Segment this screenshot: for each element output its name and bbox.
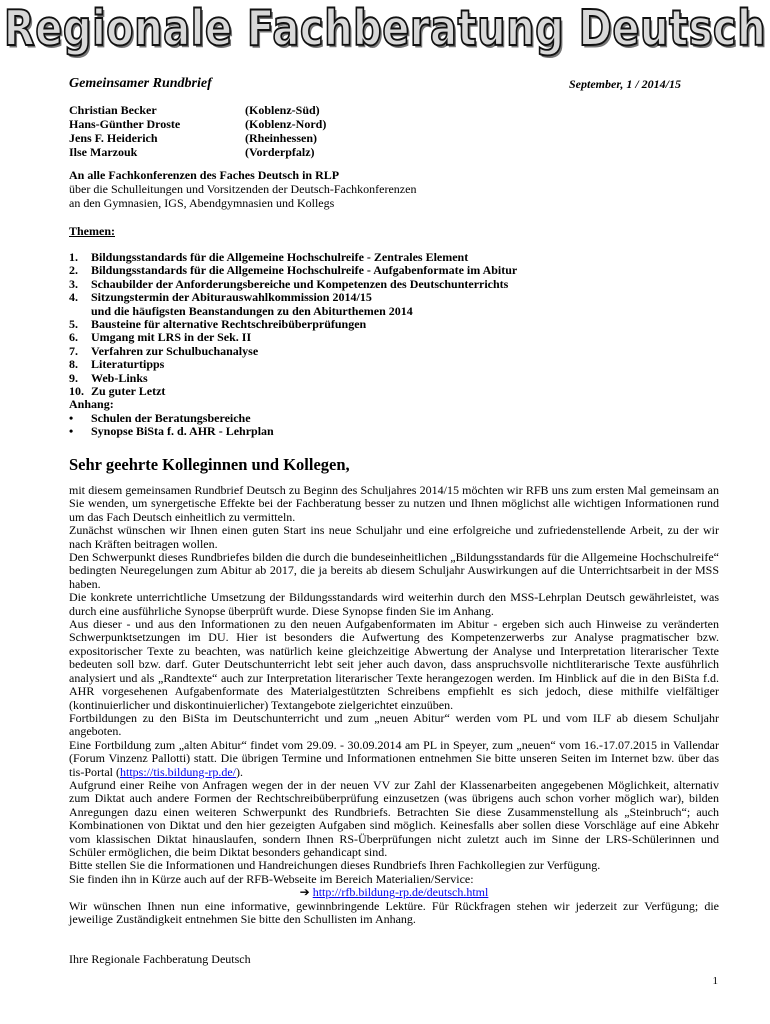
topic-text: Sitzungstermin der Abiturauswahlkommission 2014/15 <box>91 290 372 305</box>
topic-number: 5. <box>69 317 78 332</box>
advisor-name: Ilse Marzouk <box>69 145 138 159</box>
rundbrief-title: Gemeinsamer Rundbrief <box>69 76 212 91</box>
advisor-region: (Koblenz-Süd) <box>245 103 320 117</box>
header-line <box>69 77 681 91</box>
advisor-list <box>69 103 326 159</box>
body-paragraph: Wir wünschen Ihnen nun eine informative, gewinnbringende Lektüre. Für Rückfragen stehen wir jederzeit zur Verfügung; die jeweilige Zuständigkeit entnehmen Sie bitte den Schullisten im Anhang. <box>69 898 719 926</box>
body-paragraph: Die konkrete unterrichtliche Umsetzung der Bildungsstandards wird weiterhin durch den MSS-Lehrplan Deutsch gewährleistet, was durch eine ausführliche Synopse überprüft wurde. Diese Synopse finden Sie im Anhang. <box>69 590 719 618</box>
recipients-line: an den Gymnasien, IGS, Abendgymnasien und Kollegs <box>69 196 335 210</box>
advisor-row <box>69 131 326 145</box>
themen-heading: Themen: <box>69 224 115 238</box>
advisor-name: Jens F. Heiderich <box>69 131 158 145</box>
advisor-region: (Koblenz-Nord) <box>245 117 327 131</box>
topic-text: Schaubilder der Anforderungsbereiche und Kompetenzen des Deutschunterrichts <box>91 276 509 291</box>
topic-item <box>69 358 517 371</box>
topic-number: 6. <box>69 330 78 345</box>
recipients-block <box>69 168 416 210</box>
topic-text: Zu guter Letzt <box>91 384 166 399</box>
letter-date: September, 1 / 2014/15 <box>569 77 681 91</box>
topic-text: Bausteine für alternative Rechtschreibüberprüfungen <box>91 317 367 332</box>
advisor-name: Christian Becker <box>69 103 157 117</box>
topic-number: 4. <box>69 290 78 305</box>
advisor-row <box>69 117 326 131</box>
topic-list <box>69 251 517 439</box>
page-number: 1 <box>712 975 718 987</box>
advisor-row <box>69 145 326 159</box>
topic-item <box>69 264 517 277</box>
topic-item <box>69 318 517 331</box>
anhang-item-text: Synopse BiSta f. d. AHR - Lehrplan <box>91 424 274 439</box>
anhang-item <box>69 425 517 438</box>
salutation: Sehr geehrte Kolleginnen und Kollegen, <box>69 455 350 474</box>
body-paragraph: Zunächst wünschen wir Ihnen einen guten Start ins neue Schuljahr und eine erfolgreiche und zufriedenstellende Arbeit, zu der wir nach Kräften beitragen wollen. <box>69 523 719 551</box>
topic-text: Web-Links <box>91 370 148 385</box>
body-text: ). <box>236 764 243 779</box>
body-paragraph <box>69 739 719 779</box>
topic-item <box>69 372 517 385</box>
topic-text: Literaturtipps <box>91 357 165 372</box>
bullet-icon: • <box>69 424 74 439</box>
body-paragraph: mit diesem gemeinsamen Rundbrief Deutsch zu Beginn des Schuljahres 2014/15 möchten wir RFB uns zum ersten Mal gemeinsam an Sie wenden, um synergetische Effekte bei der Fachberatung besser zu nutzen und Ihnen möglichst alle wichtigen Informationen rund um das Fach Deutsch einheitlich zu vermitteln. <box>69 483 719 524</box>
recipients-line: An alle Fachkonferenzen des Faches Deutsch in RLP <box>69 168 340 182</box>
anhang-label: Anhang: <box>69 397 114 412</box>
topic-number: 3. <box>69 276 78 291</box>
topic-number: 2. <box>69 263 78 278</box>
topic-text: Bildungsstandards für die Allgemeine Hochschulreife - Zentrales Element <box>91 250 469 264</box>
advisor-region: (Rheinhessen) <box>245 131 318 145</box>
topic-item <box>69 385 517 398</box>
rfb-website-link[interactable]: http://rfb.bildung-rp.de/deutsch.html <box>312 885 489 900</box>
anhang-item-text: Schulen der Beratungsbereiche <box>91 410 251 425</box>
topic-number: 8. <box>69 357 78 372</box>
topic-item <box>69 251 517 264</box>
body-paragraph: Den Schwerpunkt dieses Rundbriefes bilden die durch die bundeseinheitlichen „Bildungsstandards für die Allgemeine Hochschulreife“ bedingten Neuregelungen zum Abitur ab 2017, die ja bereits ab diesem Schuljahr Auswirkungen auf die Unterrichtsarbeit in der MSS haben. <box>69 550 719 591</box>
advisor-name: Hans-Günther Droste <box>69 117 181 131</box>
topic-item <box>69 345 517 358</box>
signature: Ihre Regionale Fachberatung Deutsch <box>69 952 251 966</box>
banner <box>0 0 770 58</box>
topic-number: 1. <box>69 250 78 264</box>
topic-item <box>69 291 517 304</box>
letter-body <box>69 484 719 926</box>
body-text: Eine Fortbildung zum „alten Abitur“ findet vom 29.09. - 30.09.2014 am PL in Speyer, zum „neuen“ vom 16.-17.07.2015 in Vallendar (Forum Vinzenz Pallotti) statt. Die übrigen Termine und Informationen entnehmen Sie bitte unseren Seiten im Internet bzw. über das tis-Portal ( <box>69 737 719 779</box>
topic-text: Umgang mit LRS in der Sek. II <box>91 330 252 345</box>
topic-item <box>69 331 517 344</box>
advisor-region: (Vorderpfalz) <box>245 145 315 159</box>
banner-title: Regionale Fachberatung Deutsch <box>3 0 767 58</box>
link-line <box>69 886 719 899</box>
topic-text: und die häufigsten Beanstandungen zu den Abiturthemen 2014 <box>91 303 413 318</box>
anhang-item <box>69 412 517 425</box>
tis-portal-link[interactable]: https://tis.bildung-rp.de/ <box>120 764 236 779</box>
arrow-icon: ➔ <box>299 885 310 900</box>
advisor-row <box>69 103 326 117</box>
topic-item <box>69 278 517 291</box>
bullet-icon: • <box>69 410 74 425</box>
topic-text: Verfahren zur Schulbuchanalyse <box>91 343 259 358</box>
body-paragraph: Sie finden ihn in Kürze auch auf der RFB-Webseite im Bereich Materialien/Service: <box>69 871 474 886</box>
body-paragraph: Fortbildungen zu den BiSta im Deutschunterricht und zum „neuen Abitur“ werden vom PL und vom ILF ab diesem Schuljahr angeboten. <box>69 710 719 739</box>
body-paragraph: Aufgrund einer Reihe von Anfragen wegen der in der neuen VV zur Zahl der Klassenarbeiten angegebenen Möglichkeit, alternativ zum Diktat auch andere Formen der Rechtschreibüberprüfung einzusetzen (was übrigens auch schon vorher möglich war), bilden Anregungen dazu einen weiteren Schwerpunkt des Rundbriefs. Betrachten Sie diese Zusammenstellung als „Steinbruch“; auch Kombinationen von Diktat und den hier gezeigten Aufgaben sind möglich. Keinesfalls aber sollen diese Vorschläge auf eine Abkehr vom klassischen Diktat hinauslaufen, sondern Ihnen RS-Überprüfungen nicht zuletzt auch im Sinne der LRS-Schülerinnen und Schüler ermöglichen, die beim Diktat besonders gehandicapt sind. <box>69 777 719 859</box>
topic-number: 7. <box>69 343 78 358</box>
body-paragraph: Aus dieser - und aus den Informationen zu den neuen Aufgabenformaten im Abitur - ergeben sich auch Hinweise zu veränderten Schwerpunktsetzungen im DU. Hier ist besonders die Aufwertung des Kompetenzerwerbs zur Analyse pragmatischer bzw. expositorischer Texte zu beachten, was natürlich keine gleichzeitige Abwertung der Analyse und Interpretation literarischer Texte bedeuten soll bzw. darf. Guter Deutschunterricht lebt seit jeher auch davon, dass anspruchsvolle nichtliterarische Texte ausführlich analysiert und als „Randtexte“ auch zur Interpretation literarischer Texte herangezogen werden. Im Hinblick auf die in den BiSta f.d. AHR vorgesehenen Aufgabenformate des Materialgestützten Schreibens empfiehlt es sich jedoch, diese mithilfe vielfältiger (kontinuierlicher und diskontinuierlicher) Textangebote zielgerichtet einzuüben. <box>69 617 719 712</box>
recipients-line: über die Schulleitungen und Vorsitzenden der Deutsch-Fachkonferenzen <box>69 182 417 196</box>
topic-number: 10. <box>69 384 84 399</box>
topic-number: 9. <box>69 370 78 385</box>
topic-item <box>69 305 517 318</box>
body-paragraph: Bitte stellen Sie die Informationen und Handreichungen dieses Rundbriefs Ihren Fachkollegien zur Verfügung. <box>69 858 601 873</box>
topic-text: Bildungsstandards für die Allgemeine Hochschulreife - Aufgabenformate im Abitur <box>91 263 518 278</box>
